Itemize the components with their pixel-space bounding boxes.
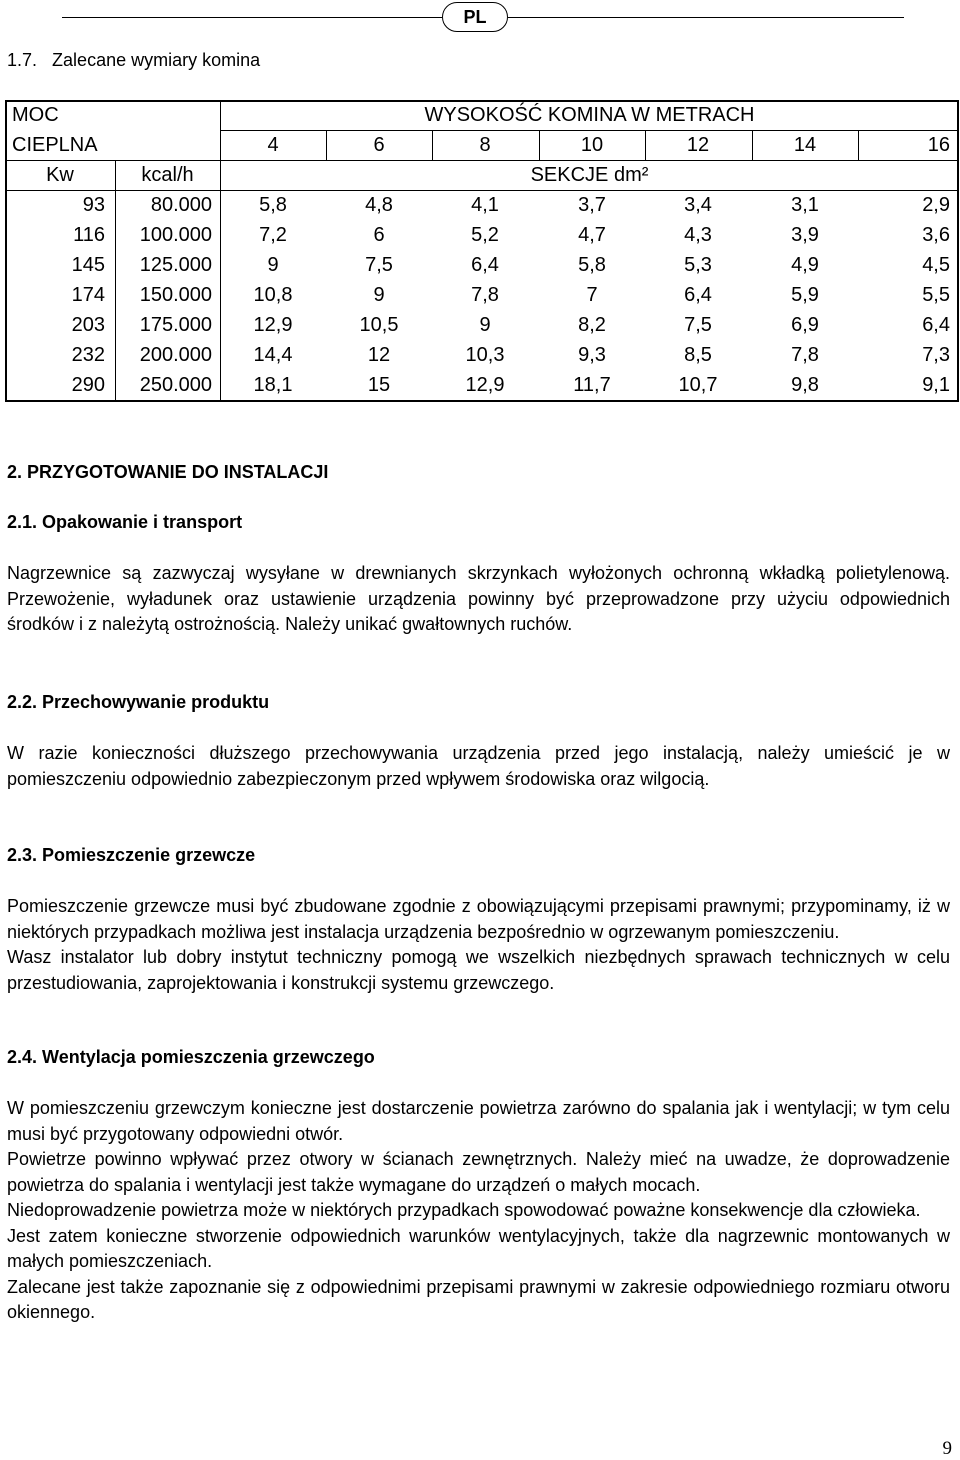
paragraph-2-1: [7, 561, 950, 638]
table-cell-section: 6,4: [471, 254, 499, 276]
table-cell-kcal: 150.000: [139, 284, 212, 306]
paragraph-text: Nagrzewnice są zazwyczaj wysyłane w drewnianych skrzynkach wyłożonych ochronną wkładką polietylenową. Przewożenie, wyładunek oraz ustawienie urządzenia powinny być przeprowadzone przy użyciu odpowiednich środków i z należytą ostrożnością. Należy unikać gwałtownych ruchów.: [7, 563, 950, 634]
table-cell-section: 5,8: [578, 254, 606, 276]
table-cell-section: 7,8: [471, 284, 499, 306]
header-rule-right: [508, 17, 904, 18]
table-cell-section: 12: [367, 344, 391, 366]
table-cell-section: 9: [267, 254, 279, 276]
header-rule-left: [62, 17, 442, 18]
table-cell-section: 4,9: [791, 254, 819, 276]
table-cell-kw: 290: [71, 374, 105, 396]
table-cell-section: 8,2: [578, 314, 606, 336]
table-height-cell: 8: [479, 134, 491, 156]
paragraph-text: W pomieszczeniu grzewczym konieczne jest dostarczenie powietrza zarówno do spalania jak i wentylacji; w tym celu musi być przygotowany odpowiedni otwór.: [7, 1098, 950, 1144]
section-heading-2: 2. PRZYGOTOWANIE DO INSTALACJI: [7, 462, 329, 482]
table-cell-section: 9,1: [922, 374, 950, 396]
table-cell-section: 5,5: [922, 284, 950, 306]
table-cell-section: 11,7: [573, 374, 611, 396]
table-height-cell: 12: [686, 134, 710, 156]
table-cell-section: 5,8: [259, 194, 287, 216]
table-cell-section: 6,4: [684, 284, 712, 306]
table-cell-section: 8,5: [684, 344, 712, 366]
table-cell-section: 4,8: [365, 194, 393, 216]
table-cell-section: 12,9: [465, 374, 505, 396]
table-height-cell: 4: [267, 134, 279, 156]
section-title: Zalecane wymiary komina: [52, 50, 261, 70]
table-cell-kw: 174: [71, 284, 105, 306]
table-cell-section: 12,9: [253, 314, 293, 336]
table-cell-section: 7,5: [365, 254, 393, 276]
table-cell-kcal: 250.000: [139, 374, 212, 396]
table-head-sekcje: SEKCJE dm²: [530, 164, 649, 186]
table-cell-section: 10,8: [253, 284, 293, 306]
table-head-height: WYSOKOŚĆ KOMINA W METRACH: [424, 104, 755, 126]
table-cell-section: 3,6: [922, 224, 950, 246]
table-cell-kw: 203: [71, 314, 105, 336]
table-cell-section: 4,3: [684, 224, 712, 246]
table-cell-section: 9: [373, 284, 385, 306]
table-cell-kcal: 100.000: [139, 224, 212, 246]
table-unit-kcal: kcal/h: [141, 164, 194, 186]
table-cell-section: 9,3: [578, 344, 606, 366]
table-cell-section: 4,7: [578, 224, 606, 246]
section-heading-2-4: 2.4. Wentylacja pomieszczenia grzewczego: [7, 1047, 375, 1067]
table-cell-section: 3,1: [791, 194, 819, 216]
table-cell-kcal: 80.000: [150, 194, 212, 216]
table-cell-section: 4,1: [471, 194, 499, 216]
table-cell-section: 2,9: [922, 194, 950, 216]
table-cell-kw: 116: [73, 224, 105, 246]
table-cell-section: 3,4: [684, 194, 712, 216]
paragraph-text: Pomieszczenie grzewcze musi być zbudowane zgodnie z obowiązującymi przepisami prawnymi; przypominamy, iż w niektórych przypadkach możliwa jest instalacja urządzenia bezpośrednio w ogrzewanym pomieszczeniu.: [7, 896, 950, 942]
paragraph-text: Jest zatem konieczne stworzenie odpowiednich warunków wentylacyjnych, także dla nagrzewnic montowanych w małych pomieszczeniach.: [7, 1225, 950, 1271]
table-cell-section: 10,7: [678, 374, 718, 396]
section-heading-2-3: 2.3. Pomieszczenie grzewcze: [7, 845, 256, 865]
table-unit-kw: Kw: [46, 164, 74, 186]
table-head-cieplna: CIEPLNA: [12, 134, 98, 156]
table-cell-section: 10,3: [465, 344, 505, 366]
table-cell-section: 14,4: [253, 344, 293, 366]
table-cell-section: 10,5: [359, 314, 399, 336]
table-cell-kcal: 175.000: [139, 314, 212, 336]
table-cell-section: 7,8: [791, 344, 819, 366]
table-cell-section: 7,2: [259, 224, 287, 246]
paragraph-text: W razie konieczności dłuższego przechowywania urządzenia przed jego instalacją, należy umieścić je w pomieszczeniu odpowiednio zabezpieczonym przed wpływem środowiska oraz wilgocią.: [7, 743, 950, 789]
section-number: 1.7.: [7, 50, 38, 70]
table-cell-section: 9: [479, 314, 491, 336]
paragraph-2-4: [7, 1096, 950, 1326]
table-cell-section: 5,2: [471, 224, 499, 246]
table-cell-section: 5,3: [684, 254, 712, 276]
table-cell-kw: 232: [71, 344, 105, 366]
table-cell-section: 18,1: [253, 374, 293, 396]
table-cell-section: 7,3: [922, 344, 950, 366]
paragraph-2-3: [7, 894, 950, 996]
table-cell-section: 7: [586, 284, 598, 306]
table-cell-section: 3,7: [578, 194, 606, 216]
table-height-cell: 6: [373, 134, 385, 156]
table-cell-section: 6,4: [922, 314, 950, 336]
table-cell-kw: 93: [82, 194, 105, 216]
section-heading-2-2: 2.2. Przechowywanie produktu: [7, 692, 270, 712]
table-cell-section: 6,9: [791, 314, 819, 336]
section-heading-2-1: 2.1. Opakowanie i transport: [7, 512, 243, 532]
table-cell-section: 7,5: [684, 314, 712, 336]
table-cell-section: 15: [367, 374, 391, 396]
table-cell-section: 5,9: [791, 284, 819, 306]
paragraph-2-2: [7, 741, 950, 792]
table-cell-kw: 145: [71, 254, 105, 276]
page-number: 9: [942, 1438, 952, 1459]
table-cell-section: 6: [373, 224, 385, 246]
table-height-cell: 10: [580, 134, 604, 156]
paragraph-text: Wasz instalator lub dobry instytut techniczny pomogą we wszelkich niezbędnych sprawach technicznych w celu przestudiowania, zaprojektowania i konstrukcji systemu grzewczego.: [7, 947, 950, 993]
paragraph-text: Zalecane jest także zapoznanie się z odpowiednimi przepisami prawnymi w zakresie odpowiedniego rozmiaru otworu okiennego.: [7, 1276, 950, 1322]
table-cell-section: 4,5: [922, 254, 950, 276]
section-heading-1-7: [7, 50, 260, 71]
table-head-moc: MOC: [12, 104, 59, 126]
table-height-cell: 14: [793, 134, 817, 156]
paragraph-text: Niedoprowadzenie powietrza może w niektórych przypadkach spowodować poważne konsekwencje dla człowieka.: [7, 1200, 921, 1220]
language-badge: PL: [442, 2, 508, 32]
table-cell-section: 3,9: [791, 224, 819, 246]
table-cell-kcal: 125.000: [139, 254, 212, 276]
paragraph-text: Powietrze powinno wpływać przez otwory w ścianach zewnętrznych. Należy mieć na uwadze, że doprowadzenie powietrza do spalania i wentylacji jest także wymagane do urządzeń o małych mocach.: [7, 1149, 950, 1195]
table-cell-section: 9,8: [791, 374, 819, 396]
table-cell-kcal: 200.000: [139, 344, 212, 366]
table-height-cell: 16: [927, 134, 950, 156]
